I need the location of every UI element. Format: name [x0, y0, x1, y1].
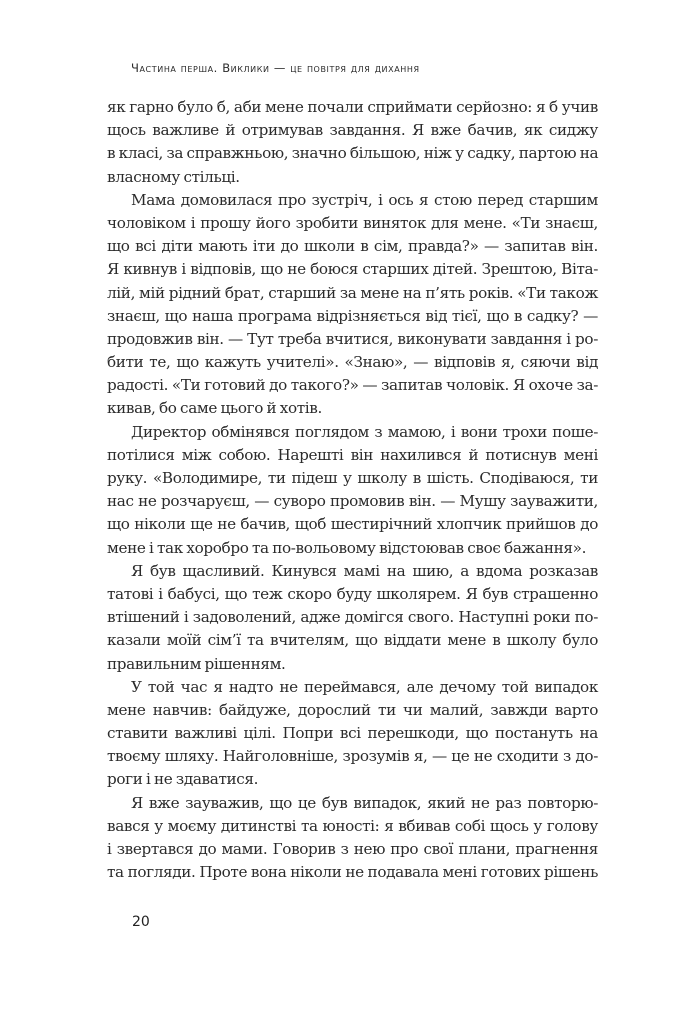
text-line: продовжив він. — Тут треба вчитися, виконувати завдання і ро- [107, 329, 598, 348]
text-line: правильним рішенням. [107, 654, 286, 673]
text-line: ставити важливі цілі. Попри всі перешкоди, що постануть на [107, 724, 598, 743]
text-line: мене навчив: байдуже, дорослий ти чи малий, завжди варто [107, 700, 598, 719]
text-line: нас не розчаруєш, — суворо промовив він. — Мушу зауважити, [107, 492, 598, 511]
text-line: Директор обмінявся поглядом з мамою, і вони трохи поше- [131, 422, 598, 441]
text-line: і звертався до мами. Говорив з нею про свої плани, прагнення [107, 840, 598, 858]
text-line: казали моїй сім’ї та вчителям, що віддати мене в школу було [107, 631, 598, 650]
text-line: Я кивнув і відповів, що не боюся старших дітей. Зрештою, Віта- [107, 260, 598, 279]
paragraph [107, 96, 598, 189]
running-header: Частина перша. Виклики — це повітря для дихання [131, 61, 420, 75]
text-line: що всі діти мають іти до школи в сім, правда?» — запитав він. [107, 237, 598, 256]
paragraph [107, 560, 598, 676]
text-line: радості. «Ти готовий до такого?» — запитав чоловік. Я охоче за- [107, 376, 598, 395]
text-line: руку. «Володимире, ти підеш у школу в шість. Сподіваюся, ти [107, 469, 598, 487]
page-number: 20 [132, 914, 150, 930]
text-line: лій, мій рідний брат, старший за мене на п’ять років. «Ти також [107, 283, 598, 302]
text-line: потілися між собою. Нарешті він нахилився й потиснув мені [107, 445, 598, 464]
text-line: Я вже зауважив, що це був випадок, який не раз повторю- [131, 793, 598, 812]
text-line: вався у моєму дитинстві та юності: я вбивав собі щось у голову [107, 816, 598, 835]
text-line: чоловіком і прошу його зробити виняток для мене. «Ти знаєш, [107, 213, 598, 232]
paragraph [107, 189, 598, 421]
paragraph [107, 421, 598, 560]
text-line: роги і не здаватися. [107, 770, 259, 789]
text-line: татові і бабусі, що теж скоро буду школярем. Я був страшенно [107, 584, 598, 603]
text-line: знаєш, що наша програма відрізняється від тієї, що в садку? — [107, 306, 598, 325]
body-text [107, 96, 598, 884]
text-line: власному стільці. [107, 167, 240, 186]
text-line: втішений і задоволений, адже домігся свого. Наступні роки по- [107, 608, 598, 627]
text-line: У той час я надто не переймався, але дечому той випадок [131, 677, 598, 696]
text-line: в класі, за справжньою, значно більшою, ніж у садку, партою на [107, 144, 599, 163]
text-line: та погляди. Проте вона ніколи не подавала мені готових рішень [107, 863, 598, 882]
text-line: Мама домовилася про зустріч, і ось я стою перед старшим [131, 190, 598, 209]
text-line: як гарно було б, аби мене почали сприймати серйозно: я б учив [107, 98, 598, 116]
paragraph [107, 792, 598, 885]
paragraph [107, 676, 598, 792]
text-line: бити те, що кажуть учителі». «Знаю», — відповів я, сяючи від [107, 353, 598, 372]
text-line: що ніколи ще не бачив, щоб шестирічний хлопчик прийшов до [107, 515, 598, 534]
text-line: кивав, бо саме цього й хотів. [107, 399, 322, 418]
text-line: твоєму шляху. Найголовніше, зрозумів я, — це не сходити з до- [107, 747, 598, 766]
text-line: Я був щасливий. Кинувся мамі на шию, а вдома розказав [131, 561, 598, 580]
text-line: мене і так хоробро та по-вольовому відстоював своє бажання». [107, 538, 587, 557]
text-line: щось важливе й отримував завдання. Я вже бачив, як сиджу [107, 121, 598, 140]
